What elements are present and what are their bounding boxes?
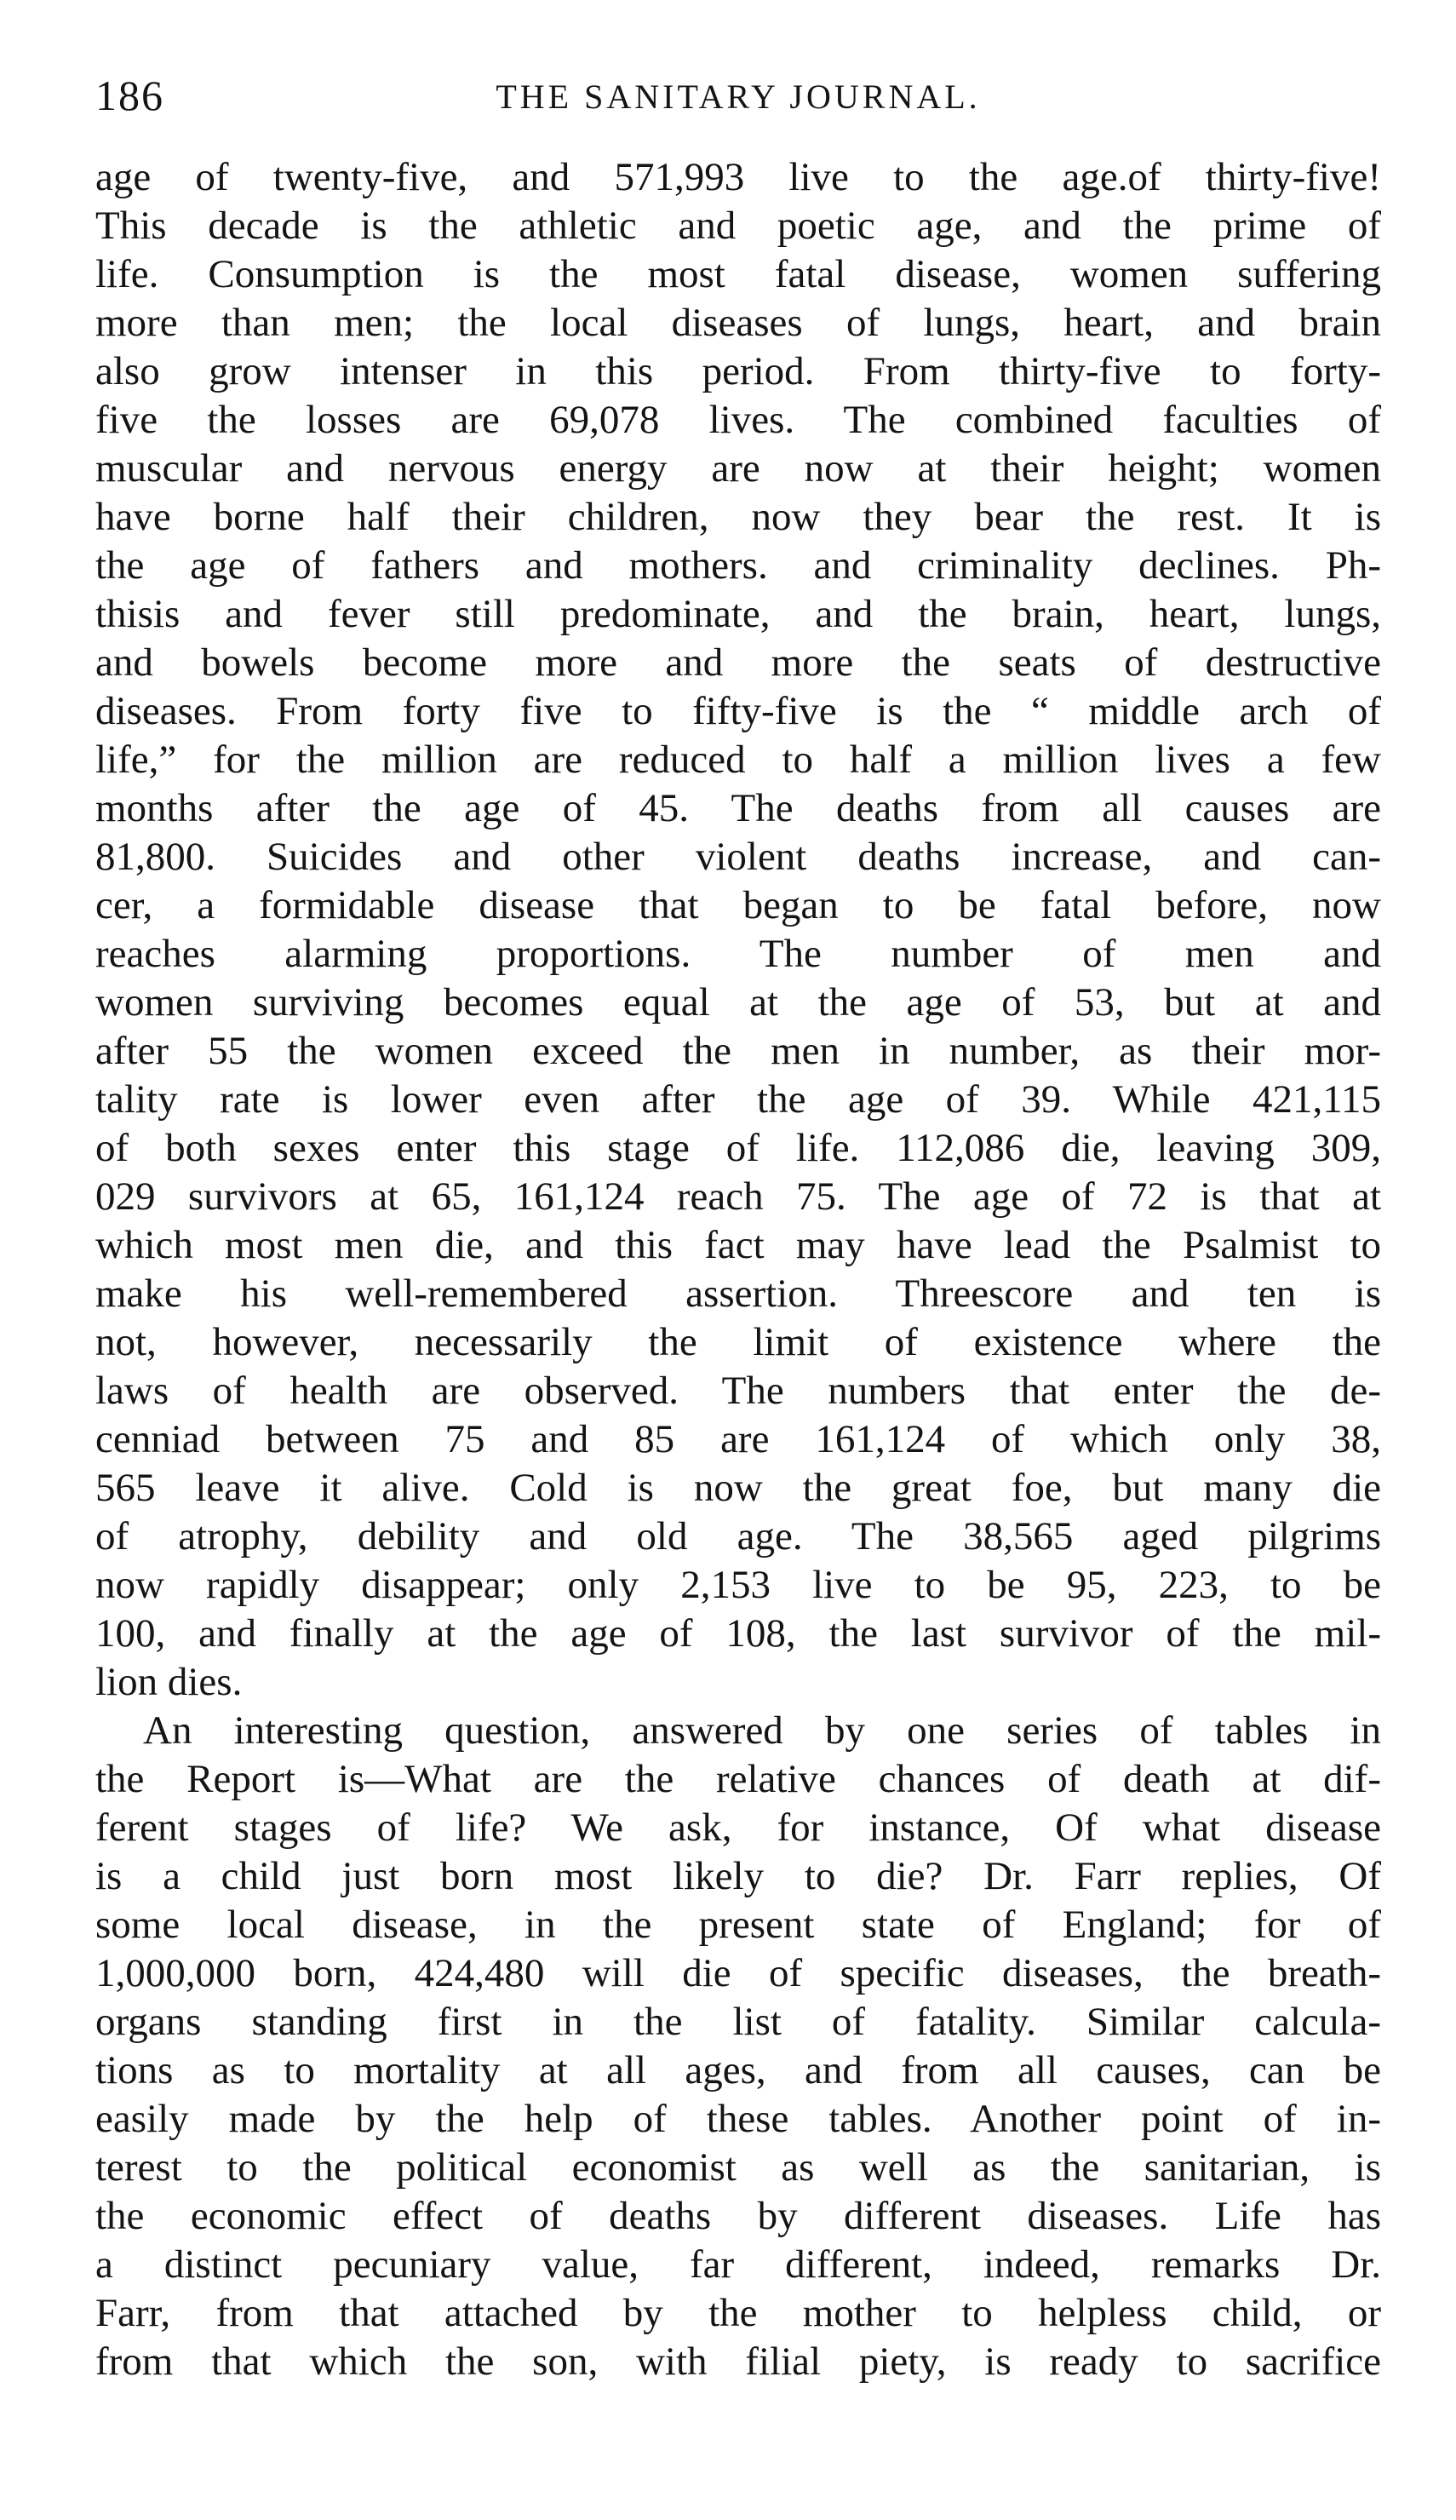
page-header	[95, 70, 1381, 121]
text-line: This decade is the athletic and poetic age, and the prime of	[95, 204, 1381, 248]
text-line: cenniad between 75 and 85 are 161,124 of which only 38,	[95, 1417, 1381, 1461]
text-line: have borne half their children, now they bear the rest. It is	[95, 495, 1381, 539]
text-line: ferent stages of life? We ask, for instance, Of what disease	[95, 1805, 1381, 1850]
text-line: 1,000,000 born, 424,480 will die of specific diseases, the breath-	[95, 1951, 1381, 1995]
text-line: the Report is—What are the relative chances of death at dif-	[95, 1757, 1381, 1801]
text-line: of atrophy, debility and old age. The 38,565 aged pilgrims	[95, 1514, 1381, 1558]
body-text	[95, 153, 1381, 2386]
text-line: 565 leave it alive. Cold is now the great foe, but many die	[95, 1466, 1381, 1510]
text-line: women surviving becomes equal at the age of 53, but at and	[95, 980, 1381, 1025]
paragraph-2	[95, 1707, 1381, 2386]
text-line: organs standing first in the list of fatality. Similar calcula-	[95, 2000, 1381, 2044]
text-line: which most men die, and this fact may have lead the Psalmist to	[95, 1223, 1381, 1267]
text-line: after 55 the women exceed the men in number, as their mor-	[95, 1029, 1381, 1073]
text-line: five the losses are 69,078 lives. The combined faculties of	[95, 398, 1381, 442]
text-line: thisis and fever still predominate, and the brain, heart, lungs,	[95, 592, 1381, 636]
text-line: cer, a formidable disease that began to be fatal before, now	[95, 883, 1381, 927]
text-line: tions as to mortality at all ages, and from all causes, can be	[95, 2048, 1381, 2092]
text-line: diseases. From forty five to fifty-five is the “ middle arch of	[95, 689, 1381, 733]
page-number: 186	[95, 72, 164, 119]
text-line: a distinct pecuniary value, far different, indeed, remarks Dr.	[95, 2242, 1381, 2287]
text-line: 100, and finally at the age of 108, the last survivor of the mil-	[95, 1611, 1381, 1656]
text-line: Farr, from that attached by the mother to helpless child, or	[95, 2291, 1381, 2335]
text-line: some local disease, in the present state of England; for of	[95, 1903, 1381, 1947]
text-line: life,” for the million are reduced to half a million lives a few	[95, 738, 1381, 782]
text-line: make his well-remembered assertion. Threescore and ten is	[95, 1271, 1381, 1316]
text-line: more than men; the local diseases of lungs, heart, and brain	[95, 301, 1381, 345]
text-line: not, however, necessarily the limit of existence where the	[95, 1320, 1381, 1364]
text-line: easily made by the help of these tables. Another point of in-	[95, 2097, 1381, 2141]
text-line: now rapidly disappear; only 2,153 live to be 95, 223, to be	[95, 1563, 1381, 1607]
text-line: age of twenty-five, and 571,993 live to the age.of thirty-five!	[95, 155, 1381, 199]
text-line: and bowels become more and more the seats of destructive	[95, 640, 1381, 685]
text-line: from that which the son, with filial piety, is ready to sacrifice	[95, 2339, 1381, 2384]
text-line: muscular and nervous energy are now at their height; women	[95, 446, 1381, 491]
text-line: months after the age of 45. The deaths from all causes are	[95, 786, 1381, 830]
text-line: 81,800. Suicides and other violent deaths increase, and can-	[95, 835, 1381, 879]
running-title: THE SANITARY JOURNAL.	[496, 77, 981, 116]
text-line: lion dies.	[95, 1660, 243, 1704]
text-line: the economic effect of deaths by different diseases. Life has	[95, 2194, 1381, 2238]
text-line: 029 survivors at 65, 161,124 reach 75. The age of 72 is that at	[95, 1174, 1381, 1219]
text-line: terest to the political economist as well as the sanitarian, is	[95, 2145, 1381, 2190]
text-line: also grow intenser in this period. From thirty-five to forty-	[95, 349, 1381, 393]
text-line: An interesting question, answered by one series of tables in	[143, 1708, 1381, 1753]
text-line: tality rate is lower even after the age of 39. While 421,115	[95, 1077, 1381, 1122]
paragraph-1	[95, 153, 1381, 1707]
text-line: laws of health are observed. The numbers that enter the de-	[95, 1369, 1381, 1413]
text-line: of both sexes enter this stage of life. 112,086 die, leaving 309,	[95, 1126, 1381, 1170]
text-line: the age of fathers and mothers. and criminality declines. Ph-	[95, 543, 1381, 588]
text-line: life. Consumption is the most fatal disease, women suffering	[95, 252, 1381, 296]
text-line: reaches alarming proportions. The number of men and	[95, 932, 1381, 976]
text-line: is a child just born most likely to die? Dr. Farr replies, Of	[95, 1854, 1381, 1898]
